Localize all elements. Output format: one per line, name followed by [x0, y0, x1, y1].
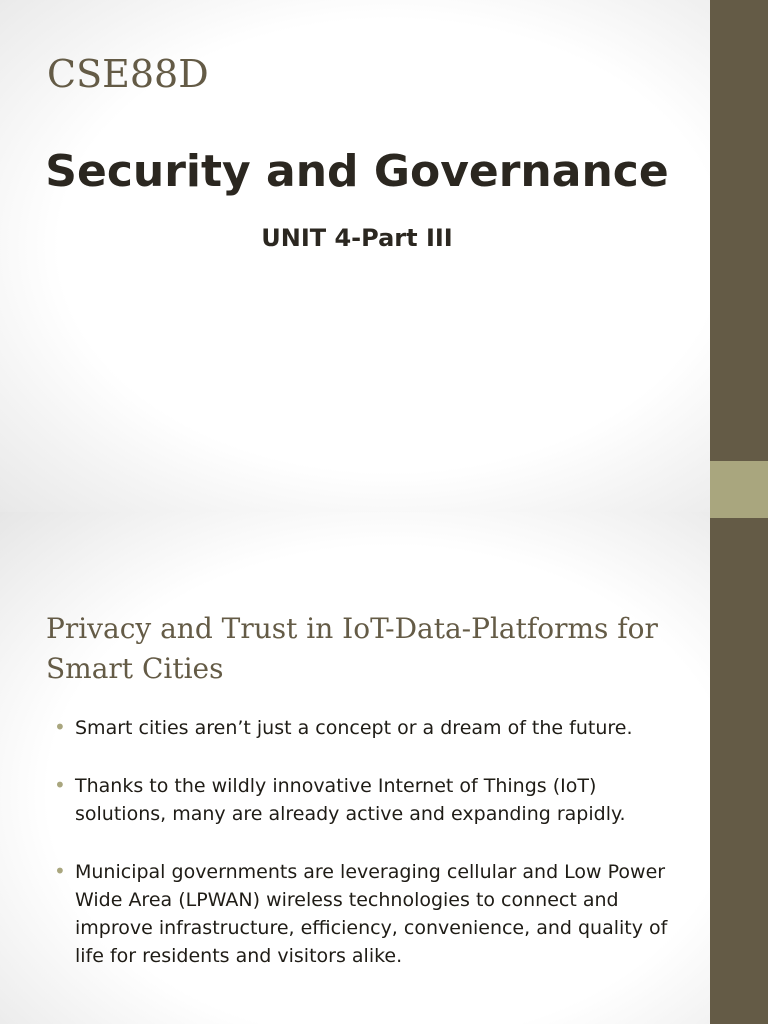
bullet-item [54, 858, 686, 970]
bullet-text: Smart cities aren’t just a concept or a dream of the future. [75, 717, 633, 739]
bullet-text: Thanks to the wildly innovative Internet of Things (IoT) solutions, many are already active and expanding rapidly. [75, 775, 626, 825]
title-slide [0, 0, 710, 512]
bullet-icon: • [54, 715, 66, 739]
section-heading: Privacy and Trust in IoT-Data-Platforms for Smart Cities [46, 612, 658, 685]
bullet-icon: • [54, 773, 66, 797]
bullet-text: Municipal governments are leveraging cellular and Low Power Wide Area (LPWAN) wireless technologies to connect and improve infrastructure, efficiency, convenience, and quality of life for residents and visitors alike. [75, 861, 668, 967]
course-code: CSE88D [47, 52, 209, 96]
slide-subtitle: UNIT 4-Part III [261, 224, 453, 252]
bullet-list [54, 714, 686, 970]
bullet-item [54, 772, 686, 828]
slide-title: Security and Governance [45, 146, 669, 197]
bullet-icon: • [54, 859, 66, 883]
bullet-item [54, 714, 686, 742]
side-accent-block [710, 461, 768, 518]
